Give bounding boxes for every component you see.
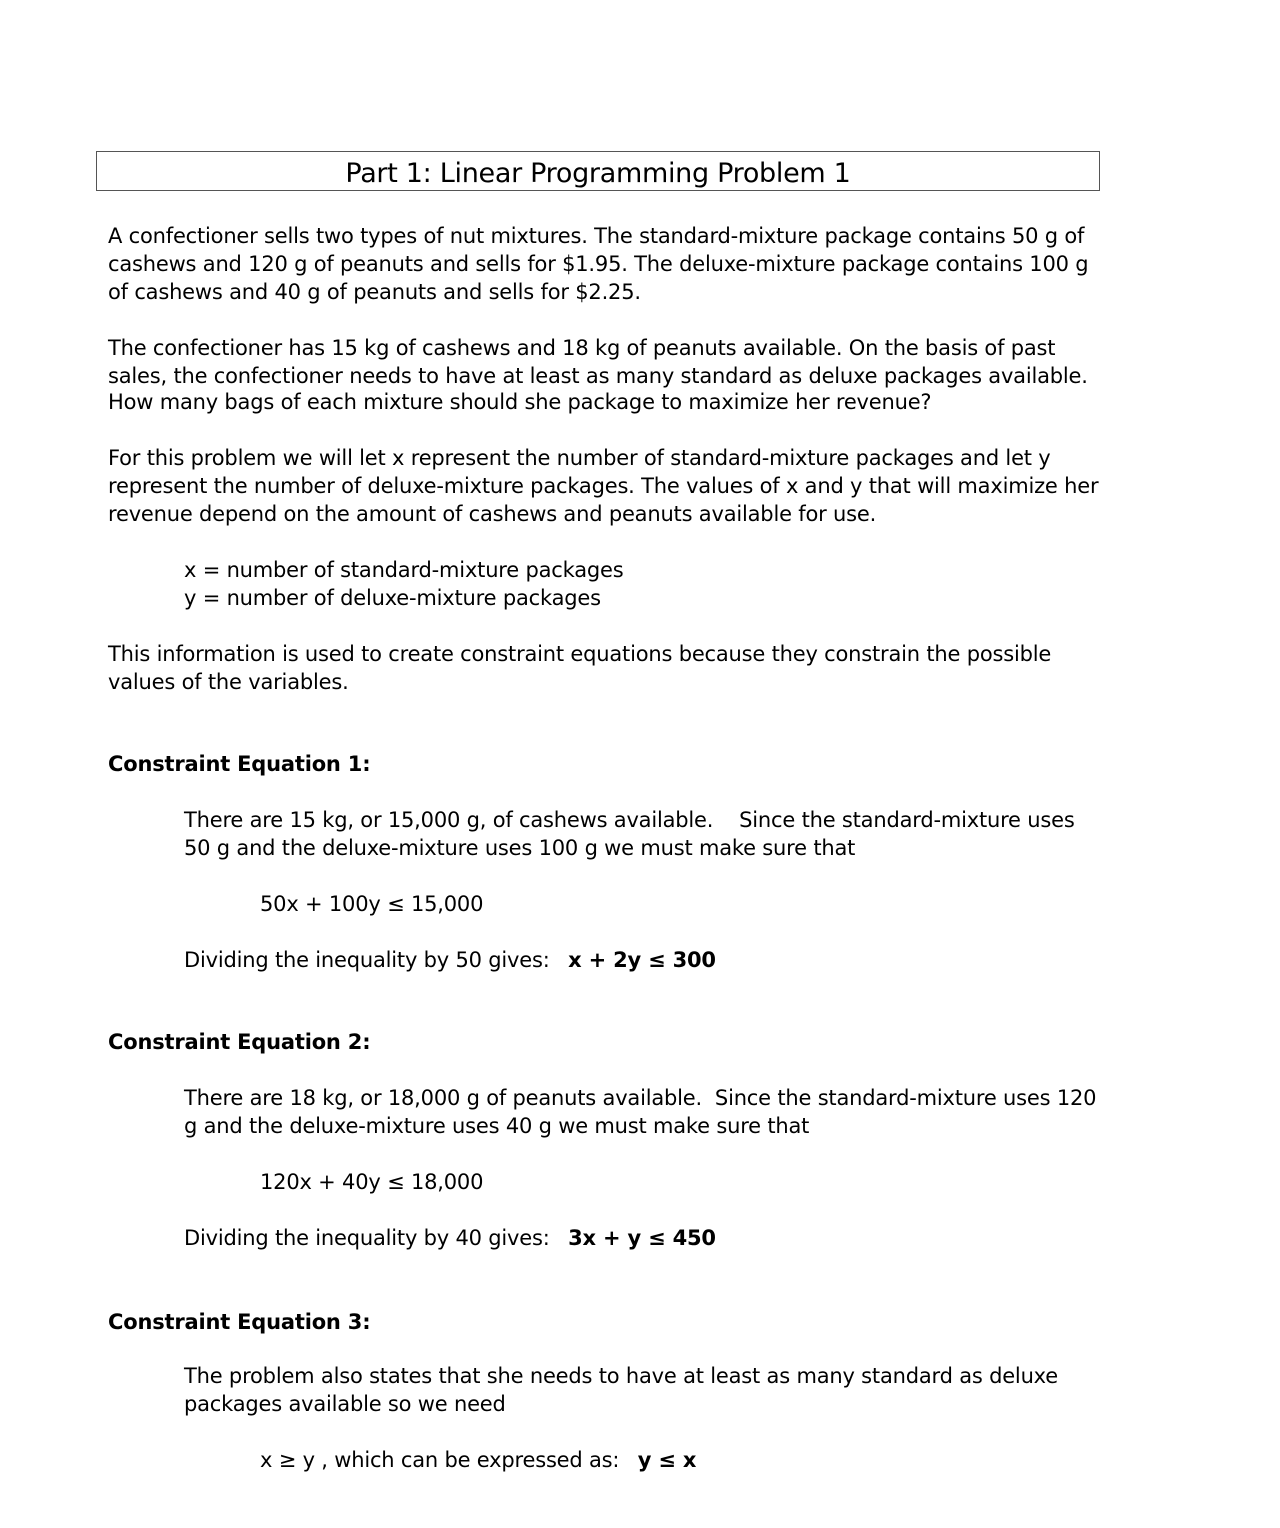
constraint-3-result: y ≤ x <box>637 1448 697 1472</box>
constraint-3-inequality-label: x ≥ y , which can be expressed as: <box>260 1448 620 1472</box>
constraint-1-dividing-label: Dividing the inequality by 50 gives: <box>184 948 550 972</box>
intro-p3-line-2: represent the number of deluxe-mixture packages. The values of x and y that will maximize her <box>108 474 1099 498</box>
constraint-1-dividing <box>184 946 716 974</box>
intro-p1-line-3: of cashews and 40 g of peanuts and sells for $2.25. <box>108 280 641 304</box>
intro-p2-line-3: How many bags of each mixture should she package to maximize her revenue? <box>108 390 932 414</box>
constraint-2-dividing-label: Dividing the inequality by 40 gives: <box>184 1226 550 1250</box>
constraint-3-text-line-2: packages available so we need <box>184 1392 506 1416</box>
constraint-2-result: 3x + y ≤ 450 <box>568 1226 716 1250</box>
constraint-3-expression <box>260 1446 696 1474</box>
intro-p1-line-2: cashews and 120 g of peanuts and sells for $1.95. The deluxe-mixture package contains 100 g <box>108 252 1089 276</box>
intro-p2-line-1: The confectioner has 15 kg of cashews and 18 kg of peanuts available. On the basis of past <box>108 336 1056 360</box>
title-box <box>96 151 1100 191</box>
constraint-2-text-line-1: There are 18 kg, or 18,000 g of peanuts available. Since the standard-mixture uses 120 <box>184 1086 1097 1110</box>
page-title: Part 1: Linear Programming Problem 1 <box>345 158 851 189</box>
constraint-3-text-line-1: The problem also states that she needs to have at least as many standard as deluxe <box>184 1364 1058 1388</box>
constraint-2-inequality: 120x + 40y ≤ 18,000 <box>260 1170 484 1194</box>
constraint-3-heading: Constraint Equation 3: <box>108 1310 371 1334</box>
constraint-2-heading: Constraint Equation 2: <box>108 1030 371 1054</box>
intro-p3-line-3: revenue depend on the amount of cashews and peanuts available for use. <box>108 502 877 526</box>
definition-x: x = number of standard-mixture packages <box>184 558 624 582</box>
constraint-1-text-line-1: There are 15 kg, or 15,000 g, of cashews available. Since the standard-mixture uses <box>184 808 1075 832</box>
intro-p4-line-2: values of the variables. <box>108 670 349 694</box>
constraint-1-heading: Constraint Equation 1: <box>108 752 371 776</box>
definition-y: y = number of deluxe-mixture packages <box>184 586 601 610</box>
constraint-1-inequality: 50x + 100y ≤ 15,000 <box>260 892 484 916</box>
constraint-2-dividing <box>184 1224 716 1252</box>
intro-p1-line-1: A confectioner sells two types of nut mixtures. The standard-mixture package contains 50 g of <box>108 224 1085 248</box>
constraint-2-text-line-2: g and the deluxe-mixture uses 40 g we must make sure that <box>184 1114 810 1138</box>
constraint-1-result: x + 2y ≤ 300 <box>568 948 716 972</box>
intro-p4-line-1: This information is used to create constraint equations because they constrain the possible <box>108 642 1052 666</box>
constraint-1-text-line-2: 50 g and the deluxe-mixture uses 100 g we must make sure that <box>184 836 856 860</box>
intro-p2-line-2: sales, the confectioner needs to have at least as many standard as deluxe packages available. <box>108 364 1088 388</box>
intro-p3-line-1: For this problem we will let x represent the number of standard-mixture packages and let y <box>108 446 1051 470</box>
